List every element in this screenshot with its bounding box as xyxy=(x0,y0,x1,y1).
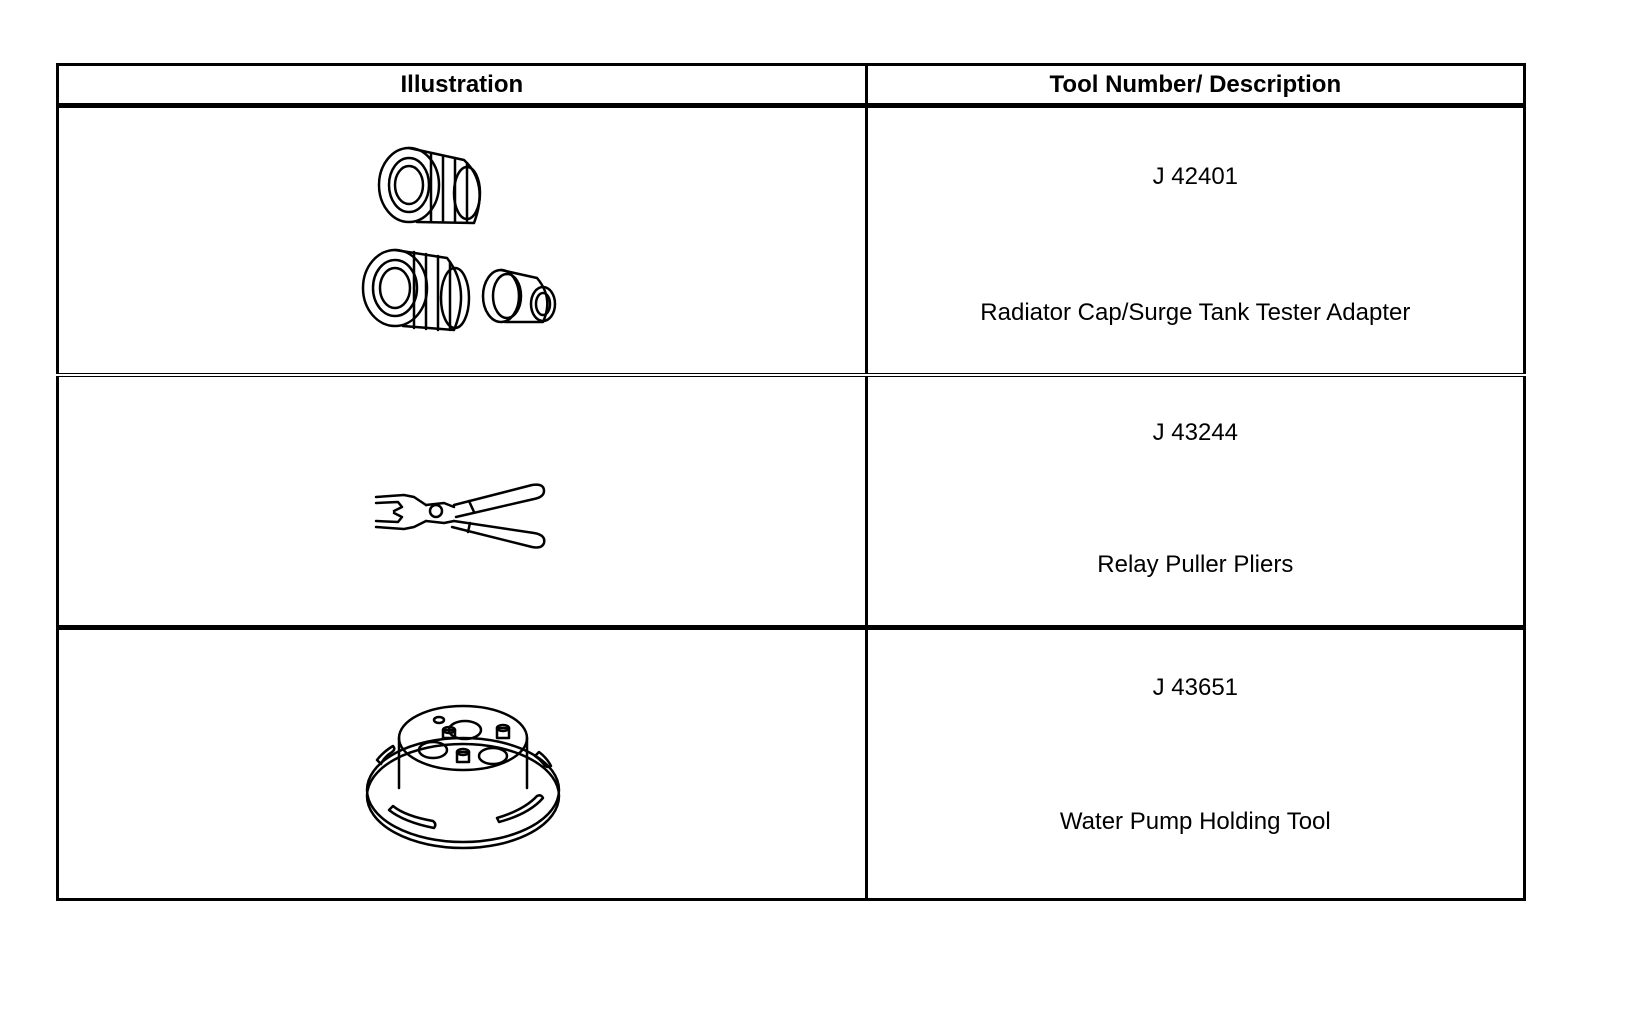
tool-description: Radiator Cap/Surge Tank Tester Adapter xyxy=(980,299,1411,326)
illustration-cell xyxy=(58,628,867,900)
tool-number: J 42401 xyxy=(1152,163,1239,190)
water-pump-holding-tool-icon xyxy=(359,700,569,850)
tool-description: Relay Puller Pliers xyxy=(1097,551,1294,578)
tool-number: J 43244 xyxy=(1152,419,1239,446)
table-row xyxy=(58,628,1525,900)
description-cell xyxy=(866,106,1524,376)
table-row xyxy=(58,375,1525,628)
illustration-cell xyxy=(58,106,867,376)
tool-description: Water Pump Holding Tool xyxy=(1059,808,1331,835)
table-row xyxy=(58,106,1525,376)
tool-number: J 43651 xyxy=(1152,674,1239,701)
header-illustration: Illustration xyxy=(58,65,867,106)
special-tools-table xyxy=(56,63,1526,901)
relay-puller-pliers-icon xyxy=(374,477,554,557)
illustration-cell xyxy=(58,375,867,628)
table-header-row xyxy=(58,65,1525,106)
header-tool-description: Tool Number/ Description xyxy=(866,65,1524,106)
radiator-cap-adapter-icon xyxy=(359,138,569,348)
description-cell xyxy=(866,628,1524,900)
description-cell xyxy=(866,375,1524,628)
